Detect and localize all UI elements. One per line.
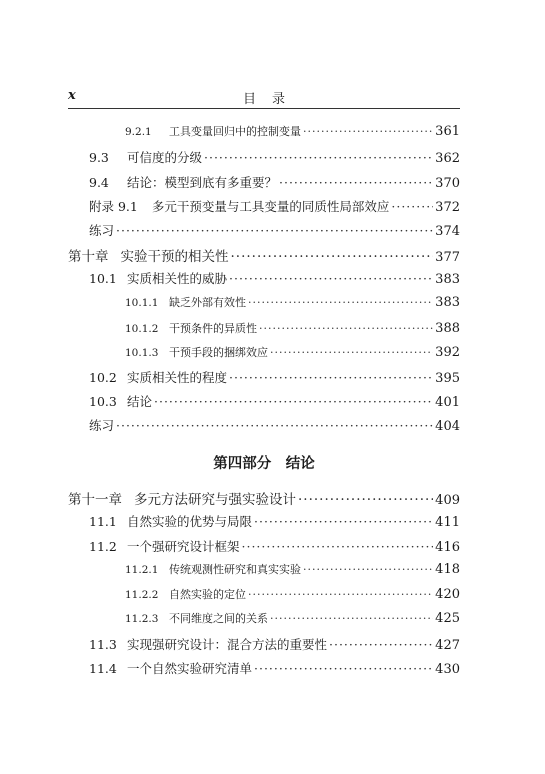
dot-leader bbox=[391, 199, 433, 214]
entry-number: 10.1.1 bbox=[125, 297, 159, 309]
entry-page: 362 bbox=[435, 151, 460, 166]
dot-leader bbox=[248, 296, 433, 309]
dot-leader bbox=[270, 612, 433, 625]
toc-entry-10-3[interactable] bbox=[68, 392, 460, 412]
entry-page: 383 bbox=[435, 272, 460, 287]
dot-leader bbox=[242, 539, 434, 554]
toc-entry-10-1-1[interactable] bbox=[68, 294, 460, 314]
entry-page: 374 bbox=[435, 224, 460, 239]
toc-entry-11-2-2[interactable] bbox=[68, 586, 460, 606]
dot-leader bbox=[329, 637, 433, 652]
entry-title: 自然实验的定位 bbox=[169, 588, 246, 601]
dot-leader bbox=[116, 223, 433, 238]
entry-page: 377 bbox=[435, 250, 460, 265]
entry-number: 10.1 bbox=[89, 271, 117, 286]
entry-title: 传统观测性研究和真实实验 bbox=[169, 563, 301, 576]
toc-entry-11-2[interactable] bbox=[68, 537, 460, 557]
toc-entry-10-1[interactable] bbox=[68, 269, 460, 289]
toc-entry-11-2-1[interactable] bbox=[68, 561, 460, 581]
entry-number: 11.2.1 bbox=[125, 564, 159, 576]
dot-leader bbox=[254, 661, 433, 676]
entry-page: 409 bbox=[435, 493, 460, 508]
dot-leader bbox=[248, 588, 433, 601]
running-header-title: 目录 bbox=[242, 92, 301, 107]
entry-title: 可信度的分级 bbox=[127, 150, 203, 165]
entry-number: 11.2.2 bbox=[125, 589, 159, 601]
entry-number: 11.1 bbox=[89, 514, 117, 529]
dot-leader bbox=[259, 322, 433, 335]
entry-number: 11.4 bbox=[89, 661, 117, 676]
dot-leader bbox=[298, 492, 433, 508]
toc-entry-11-1[interactable] bbox=[68, 512, 460, 532]
entry-page: 411 bbox=[435, 515, 460, 530]
toc-entry-9-2-1[interactable] bbox=[68, 123, 460, 143]
entry-page: 420 bbox=[435, 587, 460, 602]
dot-leader bbox=[270, 346, 433, 359]
dot-leader bbox=[154, 394, 433, 409]
toc-entry-chapter-10[interactable] bbox=[68, 245, 460, 265]
toc-entry-11-2-3[interactable] bbox=[68, 610, 460, 630]
chapter-number: 第十章 bbox=[68, 249, 109, 265]
entry-title: 结论：模型到底有多重要？ bbox=[127, 175, 278, 190]
toc-entry-9-4[interactable] bbox=[68, 173, 460, 193]
entry-page: 372 bbox=[435, 200, 460, 215]
dot-leader bbox=[254, 514, 433, 529]
dot-leader bbox=[279, 175, 433, 190]
entry-page: 388 bbox=[435, 321, 460, 336]
entry-title: 练习 bbox=[89, 223, 115, 238]
dot-leader bbox=[231, 249, 434, 265]
entry-page: 383 bbox=[435, 295, 460, 310]
entry-title: 多元方法研究与强实验设计 bbox=[134, 492, 296, 508]
entry-page: 361 bbox=[435, 124, 460, 139]
dot-leader bbox=[229, 370, 433, 385]
toc-entry-11-3[interactable] bbox=[68, 635, 460, 655]
entry-number: 9.4 bbox=[89, 175, 109, 190]
dot-leader bbox=[116, 418, 433, 433]
entry-title: 实现强研究设计：混合方法的重要性 bbox=[127, 637, 328, 652]
entry-page: 418 bbox=[435, 562, 460, 577]
entry-page: 427 bbox=[435, 638, 460, 653]
chapter-number: 第十一章 bbox=[68, 492, 122, 508]
entry-page: 425 bbox=[435, 611, 460, 626]
entry-number: 10.1.3 bbox=[125, 347, 159, 359]
toc-entry-10-1-2[interactable] bbox=[68, 320, 460, 340]
entry-title: 不同维度之间的关系 bbox=[169, 612, 268, 625]
entry-page: 401 bbox=[435, 395, 460, 410]
entry-title: 练习 bbox=[89, 418, 115, 433]
entry-title: 结论 bbox=[127, 394, 153, 409]
entry-title: 缺乏外部有效性 bbox=[169, 296, 246, 309]
entry-title: 多元干预变量与工具变量的同质性局部效应 bbox=[151, 199, 390, 214]
toc-entry-9-3[interactable] bbox=[68, 148, 460, 168]
entry-title: 一个强研究设计框架 bbox=[127, 539, 240, 554]
entry-page: 430 bbox=[435, 662, 460, 677]
entry-page: 404 bbox=[435, 419, 460, 434]
entry-title: 实验干预的相关性 bbox=[120, 249, 229, 265]
toc-entry-exercises-ch10[interactable] bbox=[68, 416, 460, 436]
entry-number: 11.2.3 bbox=[125, 613, 159, 625]
entry-number: 11.2 bbox=[89, 539, 117, 554]
entry-title: 自然实验的优势与局限 bbox=[127, 514, 253, 529]
entry-number: 10.2 bbox=[89, 370, 117, 385]
page-header bbox=[68, 88, 460, 109]
dot-leader bbox=[204, 150, 433, 165]
entry-page: 370 bbox=[435, 176, 460, 191]
entry-number: 10.3 bbox=[89, 394, 117, 409]
toc-entry-11-4[interactable] bbox=[68, 659, 460, 679]
dot-leader bbox=[303, 125, 433, 138]
entry-number: 附录 9.1 bbox=[89, 199, 138, 214]
toc-entry-10-2[interactable] bbox=[68, 368, 460, 388]
part-heading: 第四部分 结论 bbox=[213, 456, 315, 472]
entry-page: 392 bbox=[435, 345, 460, 360]
entry-number: 11.3 bbox=[89, 637, 117, 652]
entry-title: 工具变量回归中的控制变量 bbox=[169, 125, 301, 138]
page-number: x bbox=[68, 88, 76, 103]
toc-entry-chapter-11[interactable] bbox=[68, 488, 460, 508]
toc-entry-appendix-9-1[interactable] bbox=[68, 197, 460, 217]
toc-entry-10-1-3[interactable] bbox=[68, 344, 460, 364]
entry-title: 干预条件的异质性 bbox=[169, 322, 257, 335]
dot-leader bbox=[303, 563, 433, 576]
entry-number: 10.1.2 bbox=[125, 323, 159, 335]
entry-number: 9.3 bbox=[89, 150, 109, 165]
entry-title: 实质相关性的程度 bbox=[127, 370, 228, 385]
entry-title: 一个自然实验研究清单 bbox=[127, 661, 253, 676]
entry-number: 9.2.1 bbox=[125, 126, 152, 138]
dot-leader bbox=[229, 271, 433, 286]
entry-title: 实质相关性的威胁 bbox=[127, 271, 228, 286]
entry-page: 416 bbox=[435, 540, 460, 555]
toc-entry-exercises-ch9[interactable] bbox=[68, 221, 460, 241]
entry-page: 395 bbox=[435, 371, 460, 386]
entry-title: 干预手段的捆绑效应 bbox=[169, 346, 268, 359]
